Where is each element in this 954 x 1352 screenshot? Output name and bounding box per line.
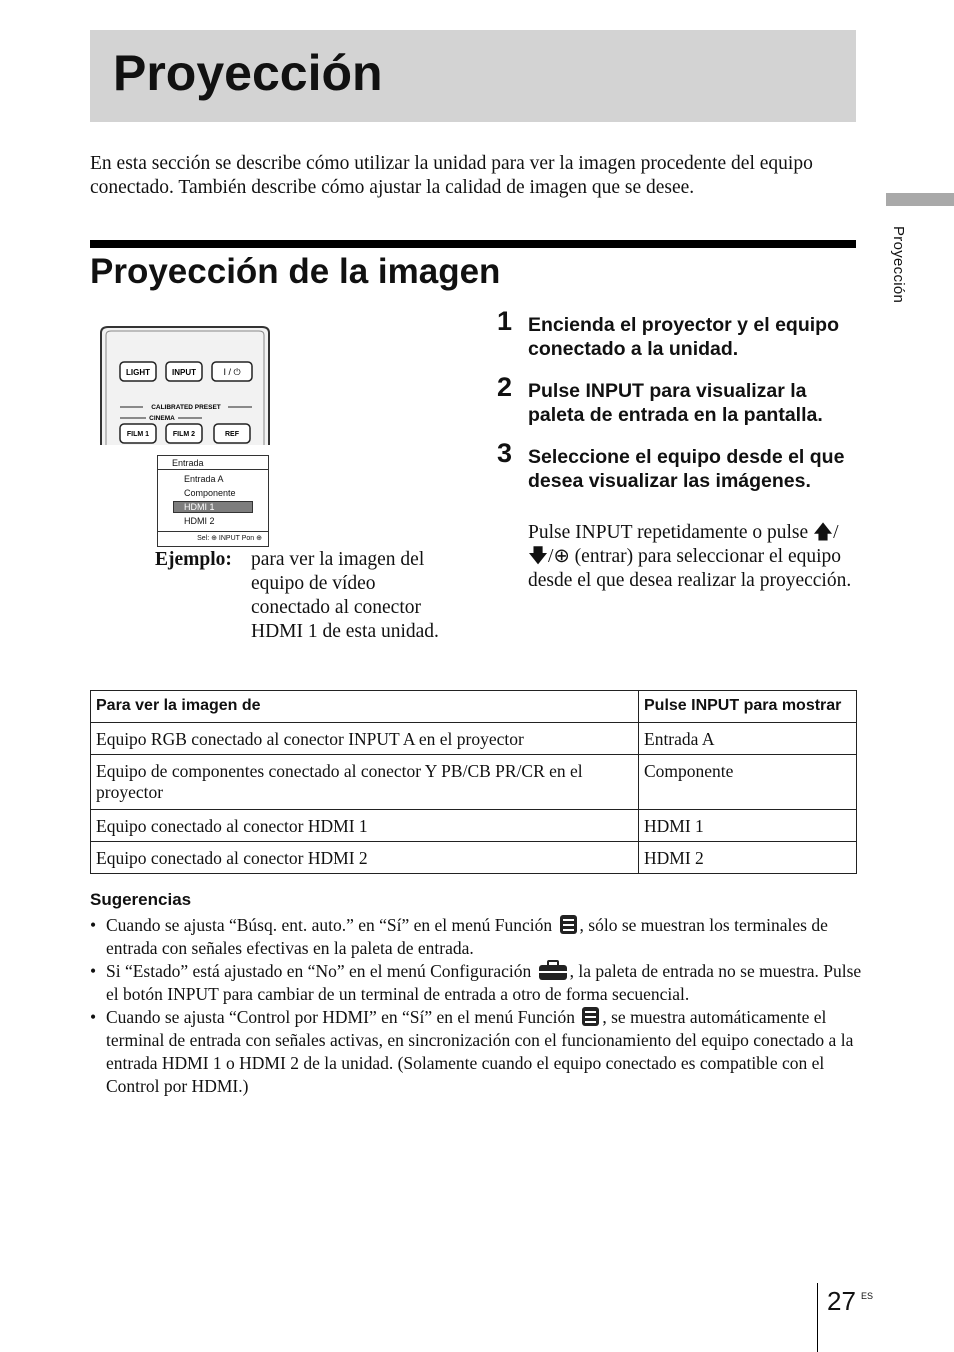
table-row — [91, 842, 857, 874]
palette-item-componente: Componente — [184, 488, 236, 498]
table-cell-display: Componente — [639, 755, 857, 810]
tip-item — [90, 914, 862, 960]
step-number-2: 2 — [497, 372, 513, 402]
remote-button-film2: FILM 2 — [172, 431, 196, 438]
remote-preset-label: CALIBRATED PRESET — [151, 404, 221, 411]
input-palette-screen — [157, 455, 269, 547]
function-menu-icon — [559, 914, 578, 935]
tips-title: Sugerencias — [90, 890, 192, 909]
page-number: 27 — [827, 1286, 856, 1316]
step-3-body: Pulse INPUT repetidamente o pulse 🡅/🡇/⊕ (entrar) para seleccionar el equipo desde el que desea realizar la proyección. — [528, 522, 852, 591]
step-text-2: Pulse INPUT para visualizar la paleta de entrada en la pantalla. — [528, 380, 823, 426]
palette-item-entrada-a: Entrada A — [184, 474, 224, 484]
example-text: para ver la imagen del equipo de vídeo conectado al conector HDMI 1 de esta unidad. — [251, 549, 439, 642]
table-header-row — [91, 691, 857, 723]
tip-item — [90, 1006, 862, 1098]
function-menu-icon — [581, 1006, 600, 1027]
remote-button-light: LIGHT — [126, 368, 150, 377]
table-row — [91, 723, 857, 755]
remote-button-input: INPUT — [172, 368, 196, 377]
toolbox-icon — [538, 960, 568, 981]
table-cell-display: HDMI 2 — [639, 842, 857, 874]
step-number-3: 3 — [497, 438, 513, 468]
tip-text-start: Cuando se ajusta “Control por HDMI” en “Sí” en el menú Función — [106, 1007, 575, 1027]
input-palette-title: Entrada — [158, 456, 268, 470]
step-number-1: 1 — [497, 306, 513, 336]
table-cell-source: Equipo de componentes conectado al conector Y PB/CB PR/CR en el proyector — [91, 755, 639, 810]
input-table — [90, 690, 857, 874]
side-tab-marker — [886, 193, 954, 206]
tip-text-end: , sólo se muestran los terminales de entrada con señales efectivas en la paleta de entrada. — [106, 915, 828, 958]
table-cell-source: Equipo conectado al conector HDMI 1 — [91, 810, 639, 842]
side-tab-label: Proyección — [890, 226, 907, 304]
palette-item-hdmi2: HDMI 2 — [184, 516, 215, 526]
section-rule — [90, 240, 856, 248]
chapter-title: Proyección — [113, 45, 383, 101]
table-cell-source: Equipo conectado al conector HDMI 2 — [91, 842, 639, 874]
page-number-rule — [817, 1283, 818, 1352]
table-row — [91, 755, 857, 810]
palette-item-hdmi1: HDMI 1 — [184, 502, 215, 512]
tip-text-end: , se muestra automáticamente el terminal de entrada con señales activas, en sincronización con el funcionamiento del equipo conectado a la entrada HDMI 1 o HDMI 2 de la unidad. (Solamente cuando el equipo conectado es compatible con el Control por HDMI.) — [106, 1007, 854, 1096]
remote-button-ref: REF — [225, 431, 239, 438]
step-text-1: Encienda el proyector y el equipo conectado a la unidad. — [528, 314, 840, 360]
table-header-source: Para ver la imagen de — [91, 691, 639, 723]
section-title: Proyección de la imagen — [90, 252, 501, 291]
palette-footer: Sel: ⊕ INPUT Pon ⊕ — [158, 531, 268, 545]
table-cell-display: Entrada A — [639, 723, 857, 755]
remote-control-illustration — [98, 325, 272, 445]
tip-text-start: Si “Estado” está ajustado en “No” en el menú Configuración — [106, 961, 532, 981]
tip-text-start: Cuando se ajusta “Búsq. ent. auto.” en “Sí” en el menú Función — [106, 915, 553, 935]
tip-item — [90, 960, 862, 1006]
remote-button-power: I / ⏻ — [223, 367, 241, 377]
intro-paragraph: En esta sección se describe cómo utilizar la unidad para ver la imagen procedente del equipo conectado. También describe cómo ajustar la calidad de imagen que se desee. — [90, 153, 813, 198]
table-cell-source: Equipo RGB conectado al conector INPUT A en el proyector — [91, 723, 639, 755]
tip-text-end: , la paleta de entrada no se muestra. Pulse el botón INPUT para cambiar de un terminal de entrada a otro de forma secuencial. — [106, 961, 862, 1004]
remote-cinema-label: CINEMA — [149, 415, 175, 422]
step-text-3: Seleccione el equipo desde el que desea visualizar las imágenes. — [528, 446, 845, 492]
tips-list — [90, 914, 862, 1098]
remote-button-film1: FILM 1 — [126, 431, 150, 438]
table-header-display: Pulse INPUT para mostrar — [639, 691, 857, 723]
table-cell-display: HDMI 1 — [639, 810, 857, 842]
table-row — [91, 810, 857, 842]
page-language: ES — [861, 1291, 874, 1301]
example-label: Ejemplo: — [155, 549, 232, 570]
